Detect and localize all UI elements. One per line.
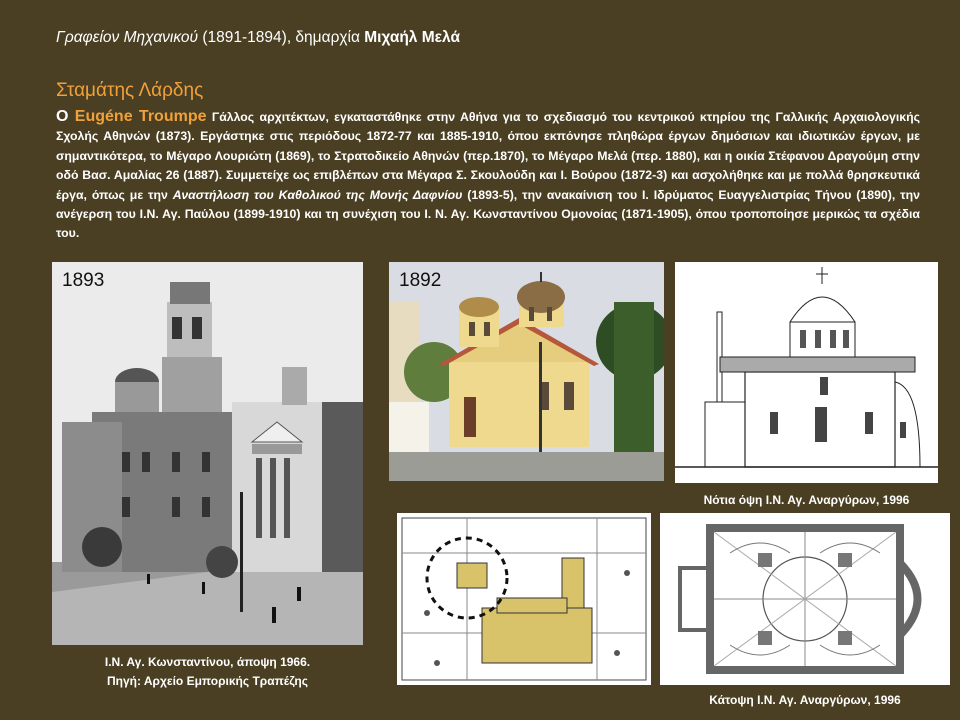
- caption-konstantinos-line2: Πηγή: Αρχείο Εμπορικής Τραπέζης: [107, 674, 308, 688]
- author-name: Σταμάτης Λάρδης: [56, 80, 204, 101]
- photo-agioi-anargyroi: [389, 262, 664, 481]
- elevation-line-drawing: [675, 262, 938, 483]
- para-italic-work: Αναστήλωση του Καθολικού της Μονής Δαφνίου: [172, 187, 463, 202]
- church-bw-illustration: [52, 262, 363, 645]
- para-lead: Ο: [56, 108, 75, 125]
- para-body-1: Γάλλος αρχιτέκτων, εγκαταστάθηκε στην Αθήνα για το σχεδιασμό του κεντρικού κτηρίου της Γαλλικής Αρχαιολογικής Σχολής Αθηνών (1873). Εργάστηκε στις περιόδους 1872-77 και 1885-1910, όπου εκπόνησε πληθώρα έργων δημόσιων και ιδιωτικών έργων, με σημαντικότερα, το Μέγαρο Λουριώτη (1869), το Στρατοδικείο Αθηνών (περ.1870), το Μέγαρο Μελά (περ. 1880), και η οικία Στέφανου Δραγούμη στην οδό Βασ. Αμαλίας 26 (1887). Συμμετείχε ως επιβλέπων στα Μέγαρα Σ. Σκουλούδη και Ι. Βούρου (1872-3) και ασχολήθηκε και με πολλά θρησκευτικά έργα, όπως με την: [56, 110, 921, 202]
- title-office: Γραφείον Μηχανικού: [56, 29, 199, 46]
- title-mayor: Μιχαήλ Μελά: [364, 29, 460, 46]
- drawing-south-elevation: [675, 262, 938, 483]
- church-color-illustration: [389, 262, 664, 481]
- photo-year-1892: 1892: [399, 270, 442, 291]
- para-body-2: (1893-5), την ανακαίνιση του Ι. Ιδρύματος Ευαγγελιστρίας Τήνου (1890), την ανέγερση του Ι.Ν. Αγ. Παύλου (1899-1910) και τη συνέχιση του Ι. Ν. Αγ. Κωνσταντίνου Ομονοίας (1871-1905), όπου τροποποίησε μερικώς τα σχέδια του.: [56, 187, 921, 241]
- title-years: (1891-1894), δημαρχία: [198, 29, 365, 46]
- site-plan-drawing: [397, 513, 651, 685]
- architect-name: Eugéne Troumpe: [74, 108, 207, 125]
- caption-konstantinos-line1: Ι.Ν. Αγ. Κωνσταντίνου, άποψη 1966.: [104, 655, 311, 669]
- photo-agios-konstantinos: [52, 262, 363, 645]
- caption-floor-plan: Κάτοψη Ι.Ν. Αγ. Αναργύρων, 1996: [709, 693, 901, 707]
- photo-year-1893: 1893: [62, 270, 105, 291]
- biography-paragraph: [56, 107, 920, 244]
- slide-title: [56, 29, 460, 47]
- floor-plan-drawing: [660, 513, 950, 685]
- caption-south-elevation: Νότια όψη Ι.Ν. Αγ. Αναργύρων, 1996: [703, 493, 910, 507]
- drawing-site-plan: [397, 513, 651, 685]
- drawing-floor-plan: [660, 513, 950, 685]
- caption-konstantinos: [52, 653, 363, 691]
